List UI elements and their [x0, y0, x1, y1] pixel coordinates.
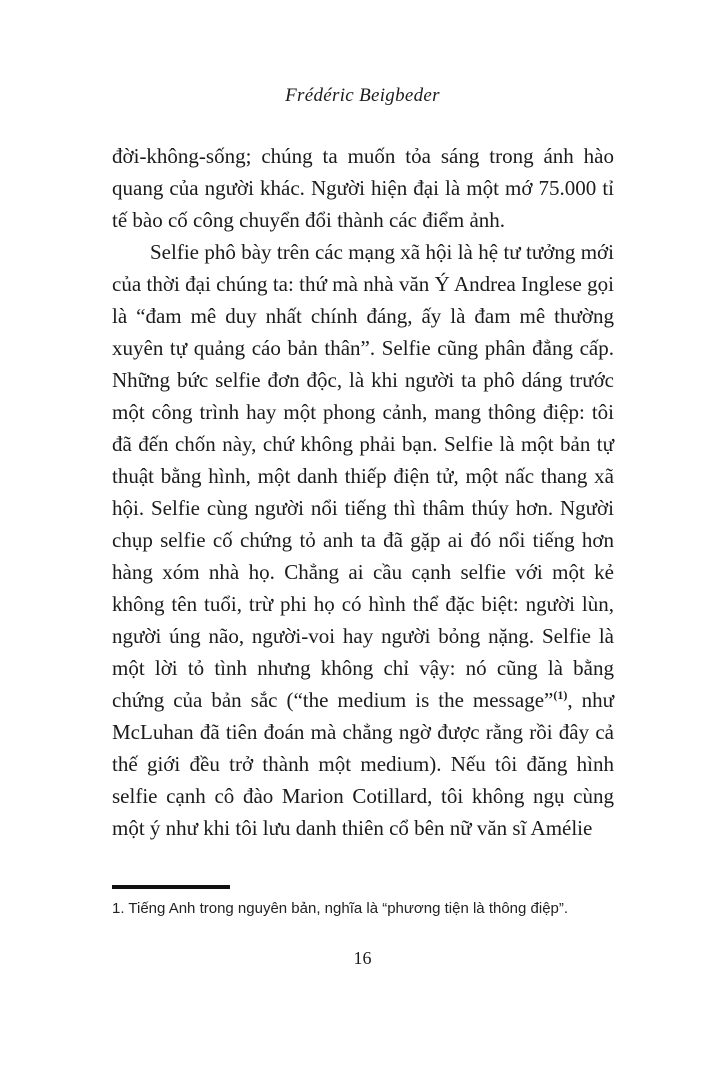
paragraph — [112, 236, 614, 844]
running-header: Frédéric Beigbeder — [285, 85, 440, 106]
paragraph-text: , như McLuhan đã tiên đoán mà chẳng ngờ được rằng rồi đây cả thế giới đều trở thành một medium). Nếu tôi đăng hình selfie cạnh cô đào Marion Cotillard, tôi không ngụ cùng một ý như khi tôi lưu danh thiên cổ bên nữ văn sĩ Amélie — [112, 688, 614, 840]
footnote-reference: (1) — [553, 688, 568, 702]
footnote-divider — [112, 885, 230, 889]
paragraph-text: Selfie phô bày trên các mạng xã hội là hệ tư tưởng mới của thời đại chúng ta: thứ mà nhà văn Ý Andrea Inglese gọi là “đam mê duy nhất chính đáng, ấy là đam mê thường xuyên tự quảng cáo bản thân”. Selfie cũng phân đẳng cấp. Những bức selfie đơn độc, là khi người ta phô dáng trước một công trình hay một phong cảnh, mang thông điệp: tôi đã đến chốn này, chứ không phải bạn. Selfie là một bản tự thuật bằng hình, một danh thiếp điện tử, một nấc thang xã hội. Selfie cùng người nổi tiếng thì thâm thúy hơn. Người chụp selfie cố chứng tỏ anh ta đã gặp ai đó nổi tiếng hơn hàng xóm nhà họ. Chẳng ai cầu cạnh selfie với một kẻ không tên tuổi, trừ phi họ có hình thể đặc biệt: người lùn, người úng não, người-voi hay người bỏng nặng. Selfie là một lời tỏ tình nhưng không chỉ vậy: nó cũng là bằng chứng của bản sắc (“the medium is the message” — [112, 240, 614, 712]
page-number: 16 — [353, 948, 372, 968]
footnote: 1. Tiếng Anh trong nguyên bản, nghĩa là “phương tiện là thông điệp”. — [112, 900, 569, 917]
body-text — [112, 140, 614, 844]
paragraph: đời-không-sống; chúng ta muốn tỏa sáng trong ánh hào quang của người khác. Người hiện đại là một mớ 75.000 tỉ tế bào cố công chuyển đổi thành các điểm ảnh. — [112, 144, 614, 232]
